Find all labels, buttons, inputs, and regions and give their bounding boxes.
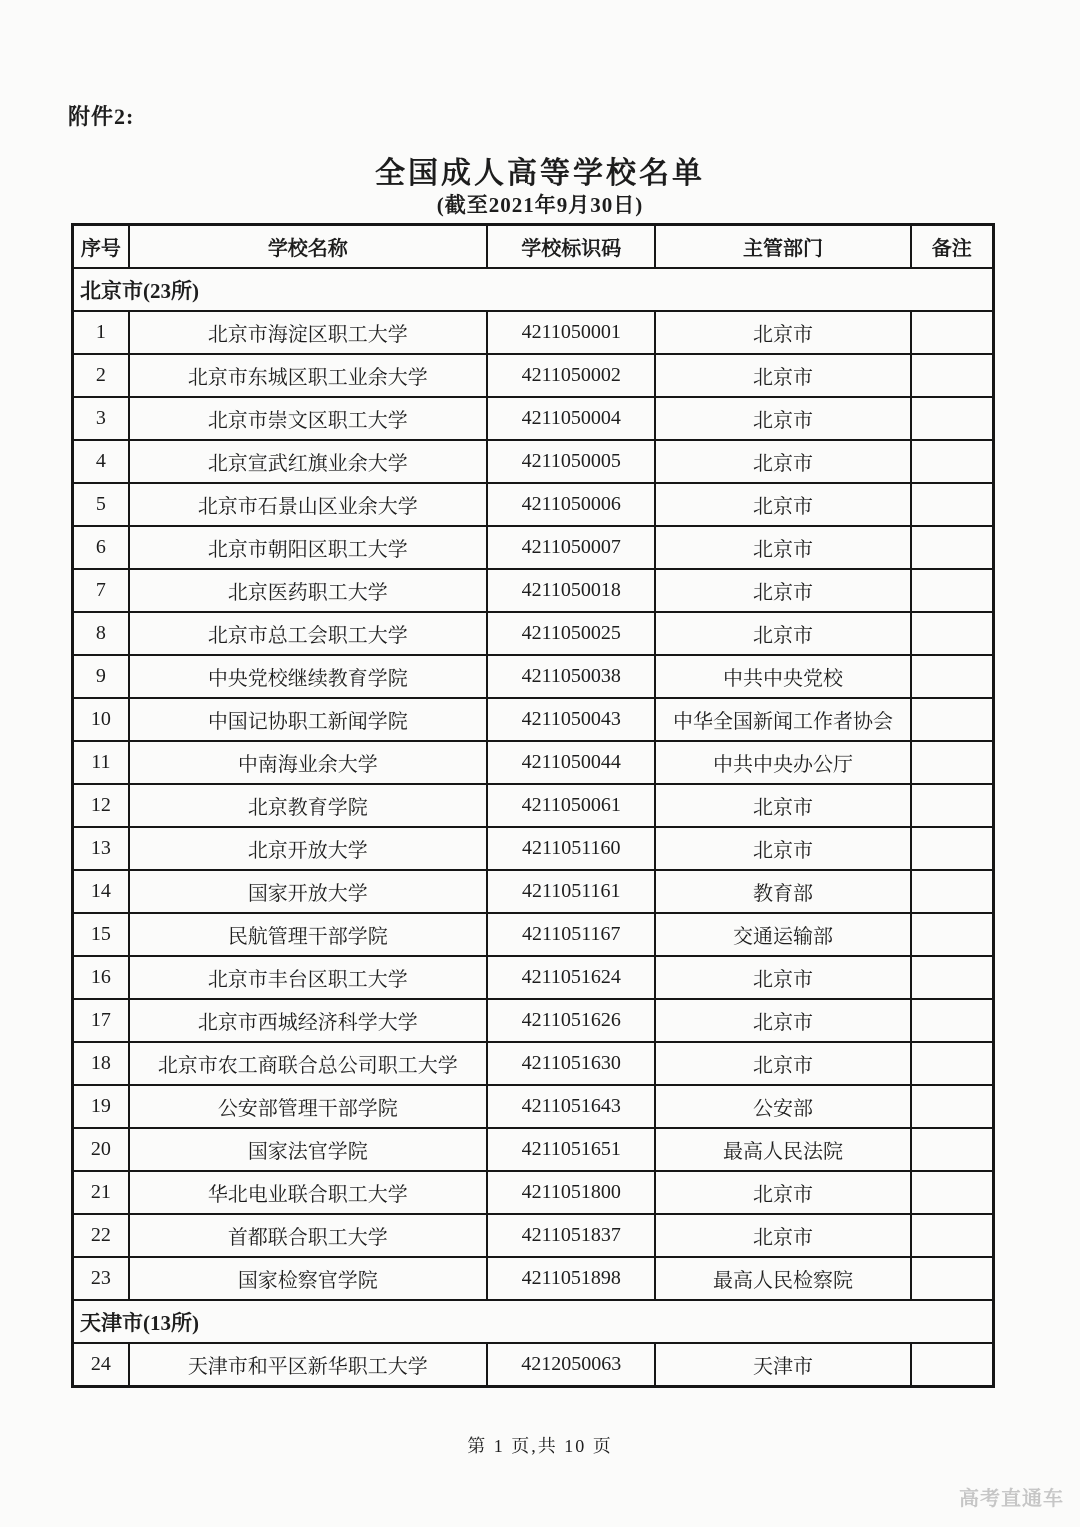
remark-cell: [911, 956, 994, 999]
row-number: 17: [73, 999, 129, 1042]
school-code-cell: 4211051624: [487, 956, 656, 999]
department-cell: 北京市: [655, 397, 910, 440]
school-code-cell: 4211050006: [487, 483, 656, 526]
remark-cell: [911, 827, 994, 870]
remark-cell: [911, 397, 994, 440]
row-number: 6: [73, 526, 129, 569]
school-code-cell: 4211050038: [487, 655, 656, 698]
table-row: [73, 870, 994, 913]
row-number: 7: [73, 569, 129, 612]
school-name-cell: 北京市石景山区业余大学: [129, 483, 487, 526]
table-row: [73, 483, 994, 526]
remark-cell: [911, 1343, 994, 1387]
department-cell: 教育部: [655, 870, 910, 913]
column-header-school-code: 学校标识码: [487, 225, 656, 269]
remark-cell: [911, 1214, 994, 1257]
school-name-cell: 中国记协职工新闻学院: [129, 698, 487, 741]
row-number: 13: [73, 827, 129, 870]
remark-cell: [911, 999, 994, 1042]
school-name-cell: 北京市丰台区职工大学: [129, 956, 487, 999]
school-name-cell: 中南海业余大学: [129, 741, 487, 784]
department-cell: 北京市: [655, 569, 910, 612]
school-code-cell: 4211050007: [487, 526, 656, 569]
school-name-cell: 北京市崇文区职工大学: [129, 397, 487, 440]
department-cell: 北京市: [655, 354, 910, 397]
department-cell: 交通运输部: [655, 913, 910, 956]
school-code-cell: 4211051167: [487, 913, 656, 956]
table-header-row: [73, 225, 994, 269]
department-cell: 公安部: [655, 1085, 910, 1128]
row-number: 19: [73, 1085, 129, 1128]
school-name-cell: 北京市朝阳区职工大学: [129, 526, 487, 569]
table-row: [73, 1343, 994, 1387]
department-cell: 中华全国新闻工作者协会: [655, 698, 910, 741]
school-code-cell: 4211051160: [487, 827, 656, 870]
row-number: 21: [73, 1171, 129, 1214]
school-name-cell: 北京市农工商联合总公司职工大学: [129, 1042, 487, 1085]
row-number: 15: [73, 913, 129, 956]
column-header-number: 序号: [73, 225, 129, 269]
school-name-cell: 中央党校继续教育学院: [129, 655, 487, 698]
department-cell: 北京市: [655, 483, 910, 526]
department-cell: 最高人民检察院: [655, 1257, 910, 1300]
remark-cell: [911, 1085, 994, 1128]
department-cell: 北京市: [655, 1042, 910, 1085]
remark-cell: [911, 784, 994, 827]
page-title: 全国成人高等学校名单: [375, 157, 705, 190]
school-name-cell: 国家法官学院: [129, 1128, 487, 1171]
table-row: [73, 956, 994, 999]
table-row: [73, 999, 994, 1042]
school-code-cell: 4212050063: [487, 1343, 656, 1387]
school-code-cell: 4211051626: [487, 999, 656, 1042]
table-row: [73, 397, 994, 440]
remark-cell: [911, 655, 994, 698]
school-table: [71, 223, 995, 1388]
remark-cell: [911, 1171, 994, 1214]
page-number-footer: 第 1 页,共 10 页: [467, 1436, 613, 1456]
remark-cell: [911, 870, 994, 913]
row-number: 22: [73, 1214, 129, 1257]
row-number: 9: [73, 655, 129, 698]
row-number: 23: [73, 1257, 129, 1300]
row-number: 14: [73, 870, 129, 913]
school-name-cell: 北京教育学院: [129, 784, 487, 827]
table-row: [73, 1042, 994, 1085]
row-number: 5: [73, 483, 129, 526]
school-code-cell: 4211051898: [487, 1257, 656, 1300]
remark-cell: [911, 526, 994, 569]
row-number: 20: [73, 1128, 129, 1171]
watermark: 高考直通车: [959, 1488, 1064, 1510]
school-code-cell: 4211050004: [487, 397, 656, 440]
department-cell: 中共中央党校: [655, 655, 910, 698]
section-label: 北京市(23所): [73, 268, 994, 311]
school-name-cell: 天津市和平区新华职工大学: [129, 1343, 487, 1387]
school-name-cell: 北京医药职工大学: [129, 569, 487, 612]
row-number: 3: [73, 397, 129, 440]
remark-cell: [911, 1257, 994, 1300]
section-header-row: [73, 1300, 994, 1343]
school-code-cell: 4211050061: [487, 784, 656, 827]
school-code-cell: 4211051837: [487, 1214, 656, 1257]
school-name-cell: 国家检察官学院: [129, 1257, 487, 1300]
department-cell: 北京市: [655, 1214, 910, 1257]
school-name-cell: 北京宣武红旗业余大学: [129, 440, 487, 483]
remark-cell: [911, 483, 994, 526]
table-row: [73, 569, 994, 612]
table-row: [73, 1085, 994, 1128]
remark-cell: [911, 311, 994, 354]
school-code-cell: 4211050043: [487, 698, 656, 741]
school-name-cell: 公安部管理干部学院: [129, 1085, 487, 1128]
section-header-row: [73, 268, 994, 311]
table-row: [73, 440, 994, 483]
row-number: 8: [73, 612, 129, 655]
school-name-cell: 北京市东城区职工业余大学: [129, 354, 487, 397]
school-name-cell: 北京市总工会职工大学: [129, 612, 487, 655]
remark-cell: [911, 440, 994, 483]
section-label: 天津市(13所): [73, 1300, 994, 1343]
table-row: [73, 311, 994, 354]
school-code-cell: 4211050005: [487, 440, 656, 483]
remark-cell: [911, 913, 994, 956]
row-number: 18: [73, 1042, 129, 1085]
school-code-cell: 4211051643: [487, 1085, 656, 1128]
school-code-cell: 4211051651: [487, 1128, 656, 1171]
school-code-cell: 4211051630: [487, 1042, 656, 1085]
table-row: [73, 354, 994, 397]
department-cell: 北京市: [655, 612, 910, 655]
row-number: 12: [73, 784, 129, 827]
department-cell: 北京市: [655, 784, 910, 827]
attachment-label: 附件2:: [68, 104, 135, 129]
row-number: 11: [73, 741, 129, 784]
remark-cell: [911, 741, 994, 784]
row-number: 1: [73, 311, 129, 354]
department-cell: 北京市: [655, 827, 910, 870]
school-code-cell: 4211051161: [487, 870, 656, 913]
school-code-cell: 4211050018: [487, 569, 656, 612]
row-number: 2: [73, 354, 129, 397]
school-code-cell: 4211050001: [487, 311, 656, 354]
row-number: 4: [73, 440, 129, 483]
department-cell: 中共中央办公厅: [655, 741, 910, 784]
table-row: [73, 655, 994, 698]
school-name-cell: 首都联合职工大学: [129, 1214, 487, 1257]
department-cell: 北京市: [655, 526, 910, 569]
school-code-cell: 4211050025: [487, 612, 656, 655]
department-cell: 北京市: [655, 440, 910, 483]
column-header-school-name: 学校名称: [129, 225, 487, 269]
department-cell: 最高人民法院: [655, 1128, 910, 1171]
column-header-remark: 备注: [911, 225, 994, 269]
table-row: [73, 827, 994, 870]
table-row: [73, 1214, 994, 1257]
department-cell: 北京市: [655, 956, 910, 999]
table-body: [73, 268, 994, 1387]
table-row: [73, 1128, 994, 1171]
remark-cell: [911, 612, 994, 655]
remark-cell: [911, 698, 994, 741]
table-row: [73, 698, 994, 741]
row-number: 16: [73, 956, 129, 999]
school-name-cell: 民航管理干部学院: [129, 913, 487, 956]
department-cell: 北京市: [655, 999, 910, 1042]
school-name-cell: 国家开放大学: [129, 870, 487, 913]
row-number: 10: [73, 698, 129, 741]
remark-cell: [911, 1128, 994, 1171]
table-row: [73, 612, 994, 655]
column-header-department: 主管部门: [655, 225, 910, 269]
school-code-cell: 4211051800: [487, 1171, 656, 1214]
school-code-cell: 4211050044: [487, 741, 656, 784]
department-cell: 北京市: [655, 311, 910, 354]
table-row: [73, 1257, 994, 1300]
remark-cell: [911, 1042, 994, 1085]
remark-cell: [911, 569, 994, 612]
table-row: [73, 526, 994, 569]
table-row: [73, 1171, 994, 1214]
remark-cell: [911, 354, 994, 397]
department-cell: 天津市: [655, 1343, 910, 1387]
department-cell: 北京市: [655, 1171, 910, 1214]
school-name-cell: 北京市海淀区职工大学: [129, 311, 487, 354]
school-code-cell: 4211050002: [487, 354, 656, 397]
table-row: [73, 913, 994, 956]
table-row: [73, 784, 994, 827]
table-row: [73, 741, 994, 784]
page-subtitle: (截至2021年9月30日): [436, 193, 644, 217]
school-name-cell: 华北电业联合职工大学: [129, 1171, 487, 1214]
row-number: 24: [73, 1343, 129, 1387]
school-name-cell: 北京市西城经济科学大学: [129, 999, 487, 1042]
school-name-cell: 北京开放大学: [129, 827, 487, 870]
